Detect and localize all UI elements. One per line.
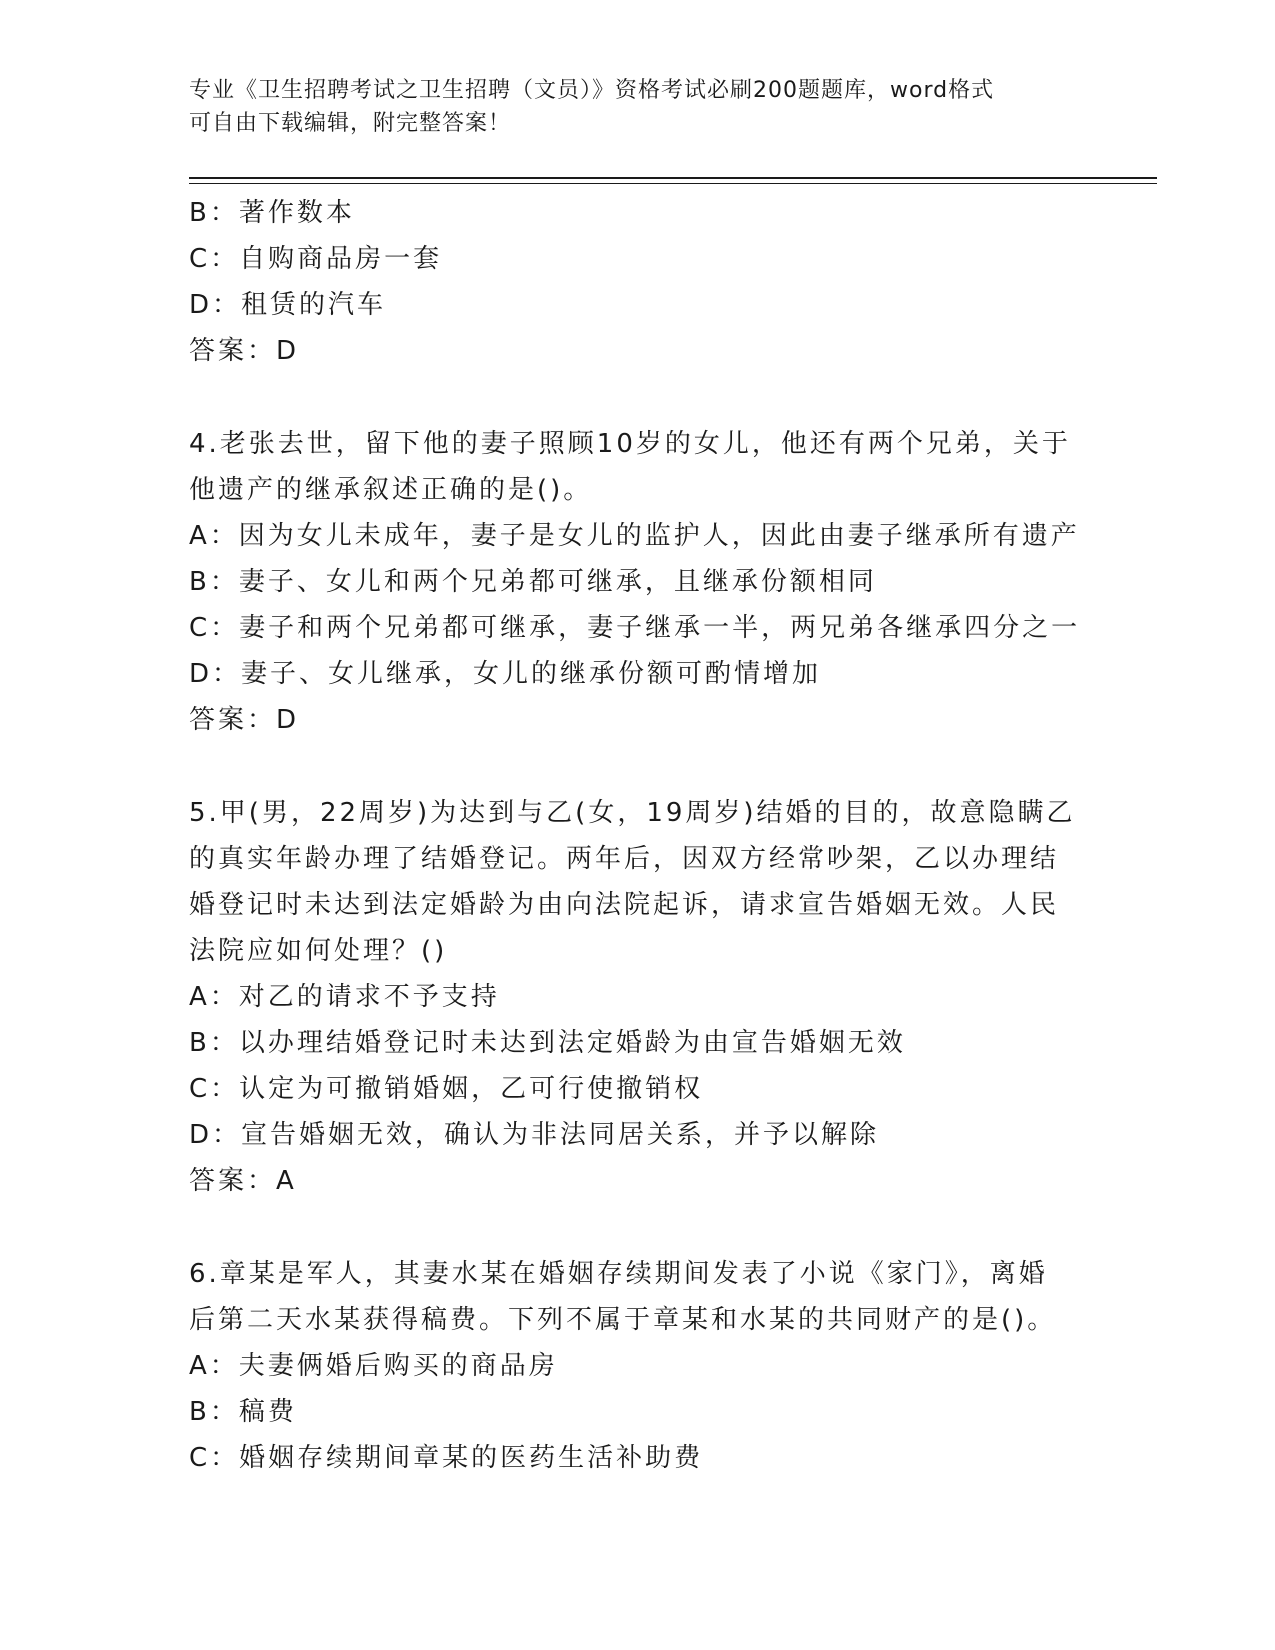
question-stem: 婚登记时未达到法定婚龄为由向法院起诉，请求宣告婚姻无效。人民 (189, 890, 1060, 920)
option-b: B：妻子、女儿和两个兄弟都可继承，且继承份额相同 (189, 567, 877, 597)
prev-question (189, 190, 1089, 374)
header-line-2: 可自由下载编辑，附完整答案！ (189, 111, 512, 136)
option-a: A：因为女儿未成年，妻子是女儿的监护人，因此由妻子继承所有遗产 (189, 521, 1080, 551)
option-d: D：租赁的汽车 (189, 290, 387, 320)
answer: 答案：A (189, 1166, 297, 1196)
option-a: A：对乙的请求不予支持 (189, 982, 500, 1012)
option-c: C：妻子和两个兄弟都可继承，妻子继承一半，两兄弟各继承四分之一 (189, 613, 1081, 643)
option-b: B：以办理结婚登记时未达到法定婚龄为由宣告婚姻无效 (189, 1028, 906, 1058)
question-stem: 的真实年龄办理了结婚登记。两年后，因双方经常吵架，乙以办理结 (189, 844, 1060, 874)
answer: 答案：D (189, 336, 300, 366)
question-stem: 5.甲(男，22周岁)为达到与乙(女，19周岁)结婚的目的，故意隐瞒乙 (189, 798, 1076, 828)
header-line-1: 专业《卫生招聘考试之卫生招聘（文员）》资格考试必刷200题题库，word格式 (189, 78, 995, 103)
option-c: C：自购商品房一套 (189, 244, 443, 274)
option-c: C：认定为可撤销婚姻，乙可行使撤销权 (189, 1074, 704, 1104)
header-divider-thin (189, 183, 1157, 184)
question-4 (189, 421, 1089, 743)
option-d: D：妻子、女儿继承，女儿的继承份额可酌情增加 (189, 659, 822, 689)
option-b: B：著作数本 (189, 198, 355, 228)
question-stem: 后第二天水某获得稿费。下列不属于章某和水某的共同财产的是()。 (189, 1305, 1057, 1335)
option-a: A：夫妻俩婚后购买的商品房 (189, 1351, 558, 1381)
header-divider-thick (189, 177, 1157, 179)
question-stem: 6.章某是军人，其妻水某在婚姻存续期间发表了小说《家门》，离婚 (189, 1259, 1048, 1289)
option-c: C：婚姻存续期间章某的医药生活补助费 (189, 1443, 704, 1473)
question-stem: 他遗产的继承叙述正确的是()。 (189, 475, 593, 505)
option-b: B：稿费 (189, 1397, 297, 1427)
answer: 答案：D (189, 705, 300, 735)
question-5 (189, 790, 1089, 1204)
option-d: D：宣告婚姻无效，确认为非法同居关系，并予以解除 (189, 1120, 880, 1150)
question-content (189, 190, 1089, 1481)
question-stem: 4.老张去世，留下他的妻子照顾10岁的女儿，他还有两个兄弟，关于 (189, 429, 1071, 459)
question-stem: 法院应如何处理？() (189, 936, 448, 966)
question-6 (189, 1251, 1089, 1481)
document-header (189, 74, 1069, 140)
